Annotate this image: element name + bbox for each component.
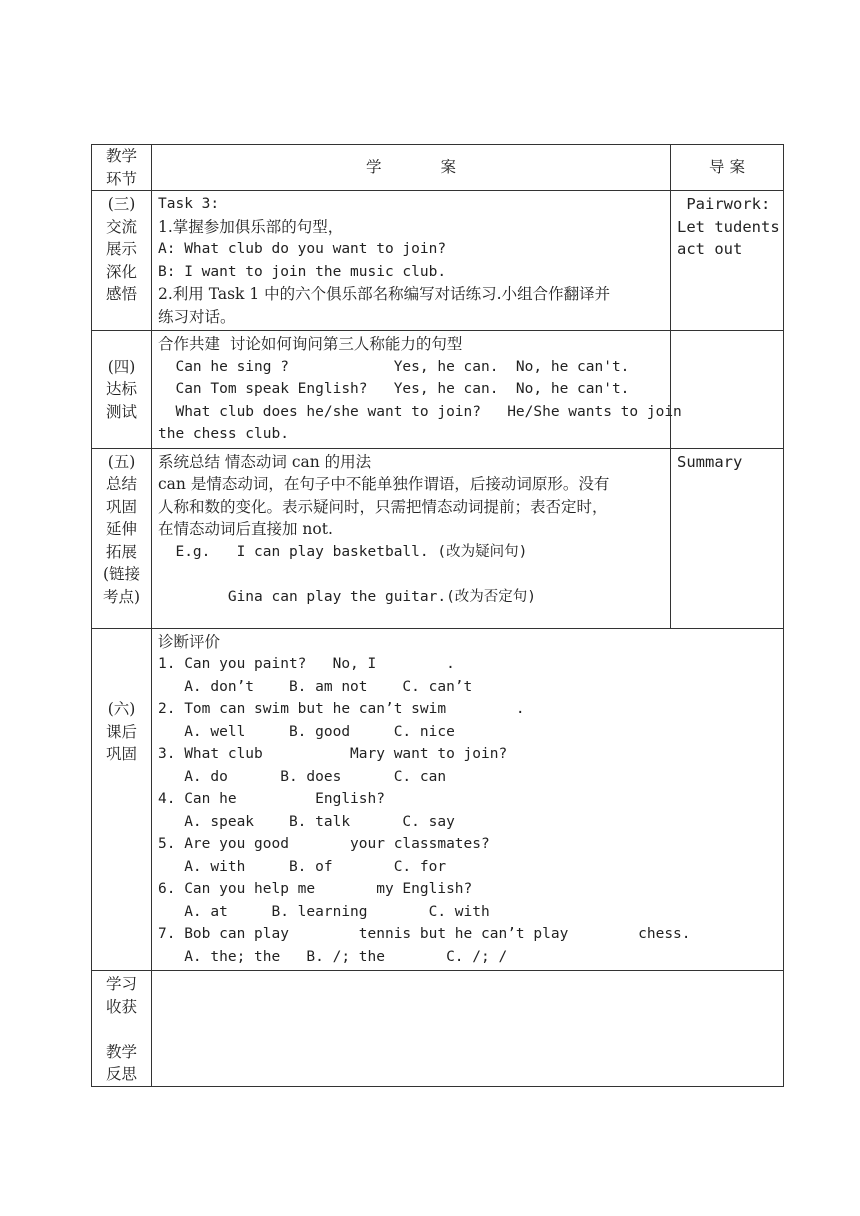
content-line: Can he sing ? Yes, he can. No, he can't. (158, 358, 630, 375)
label-line (92, 653, 151, 676)
label-line: 总结 (105, 475, 137, 493)
guide-line: act out (677, 240, 743, 258)
label-line: 达标 (105, 380, 137, 398)
quiz-line: A. don’t B. am not C. can’t (158, 678, 473, 695)
label-line (92, 333, 151, 356)
quiz-line: A. speak B. talk C. say (158, 813, 455, 830)
row-section-4 (92, 331, 784, 449)
header-stage-line: 环节 (105, 169, 137, 188)
quiz-line: 4. Can he English? (158, 791, 385, 807)
content-line: 系统总结 情态动词 can 的用法 (158, 452, 372, 471)
content-line: 练习对话。 (158, 307, 236, 326)
row-3-content (152, 191, 671, 331)
label-line: (四) (107, 357, 136, 376)
label-line: (六) (107, 700, 136, 718)
header-row (92, 145, 784, 191)
label-line: 学习 (105, 975, 137, 993)
quiz-line: A. the; the B. /; the C. /; / (158, 948, 508, 965)
row-3-label (92, 191, 152, 331)
label-line: 延伸 (105, 520, 137, 538)
quiz-line: A. at B. learning C. with (158, 903, 490, 920)
header-stage-cell (92, 145, 152, 191)
label-line: 课后 (105, 722, 137, 741)
header-study-plan (152, 145, 671, 191)
label-line: 巩固 (105, 497, 137, 516)
content-line: the chess club. (158, 426, 289, 442)
label-line (92, 631, 151, 654)
label-line: 考点) (102, 587, 141, 606)
row-4-label (92, 331, 152, 449)
header-guide-plan (671, 145, 784, 191)
label-line: 测试 (105, 402, 137, 421)
reflection-label (92, 971, 152, 1087)
quiz-line: A. well B. good C. nice (158, 723, 455, 740)
content-line: Gina can play the guitar.(改为否定句) (158, 588, 537, 605)
content-line: B: I want to join the music club. (158, 263, 447, 280)
content-line: Task 3: (158, 196, 220, 212)
quiz-line: 6. Can you help me my English? (158, 881, 473, 897)
label-line: 展示 (105, 240, 137, 258)
label-line: 教学 (105, 1042, 137, 1061)
lesson-plan-table (91, 144, 784, 1087)
quiz-line: 1. Can you paint? No, I . (158, 656, 455, 672)
row-section-3 (92, 191, 784, 331)
header-study-plan-text: 学 案 (365, 158, 457, 177)
quiz-line: 3. What club Mary want to join? (158, 746, 508, 762)
label-line: 巩固 (105, 745, 137, 763)
quiz-line: A. with B. of C. for (158, 858, 447, 875)
row-section-5 (92, 448, 784, 628)
quiz-line: 2. Tom can swim but he can’t swim . (158, 701, 525, 717)
row-4-guide (671, 331, 784, 449)
content-line: What club does he/she want to join? He/She wants to join (158, 403, 682, 420)
label-line: 反思 (105, 1065, 137, 1083)
row-section-6 (92, 628, 784, 971)
content-line: 在情态动词后直接加 not. (158, 520, 333, 538)
quiz-line: A. do B. does C. can (158, 768, 447, 785)
row-reflection (92, 971, 784, 1087)
row-3-guide (671, 191, 784, 331)
row-6-label (92, 628, 152, 971)
label-line: (五) (107, 452, 136, 471)
row-4-content (152, 331, 682, 449)
content-line: 诊断评价 (158, 632, 221, 651)
quiz-line: 7. Bob can play tennis but he can’t play chess. (158, 926, 691, 942)
row-5-guide (671, 448, 784, 628)
content-line: can 是情态动词，在句子中不能单独作谓语，后接动词原形。没有 (158, 475, 610, 493)
content-line: Can Tom speak English? Yes, he can. No, he can't. (158, 381, 630, 397)
guide-line: Summary (677, 452, 743, 471)
header-guide-text: 导 案 (709, 158, 745, 177)
label-line: 深化 (105, 262, 137, 281)
content-line: E.g. I can play basketball. (改为疑问句) (158, 543, 528, 560)
content-line (158, 563, 664, 586)
content-line: A: What club do you want to join? (158, 241, 447, 257)
row-5-label (92, 448, 152, 628)
content-line: 合作共建 讨论如何询问第三人称能力的句型 (158, 335, 463, 353)
guide-line: Pairwork: (677, 195, 771, 213)
row-6-content (152, 628, 784, 971)
guide-line: Let tudents (677, 217, 780, 236)
quiz-line: 5. Are you good your classmates? (158, 836, 490, 852)
label-line: (链接 (102, 565, 141, 583)
label-line (92, 676, 151, 699)
content-line: 1.掌握参加俱乐部的句型， (158, 217, 344, 236)
label-line: 感悟 (105, 285, 137, 303)
reflection-content (152, 971, 784, 1087)
row-5-content (152, 448, 671, 628)
label-line: 拓展 (105, 542, 137, 561)
header-stage-line: 教学 (105, 147, 137, 165)
label-line (92, 1018, 151, 1041)
content-line: 2.利用 Task 1 中的六个俱乐部名称编写对话练习.小组合作翻译并 (158, 285, 611, 303)
label-line: 交流 (105, 217, 137, 236)
label-line: (三) (107, 195, 136, 213)
label-line: 收获 (105, 997, 137, 1016)
content-line: 人称和数的变化。表示疑问时，只需把情态动词提前；表否定时， (158, 497, 608, 516)
